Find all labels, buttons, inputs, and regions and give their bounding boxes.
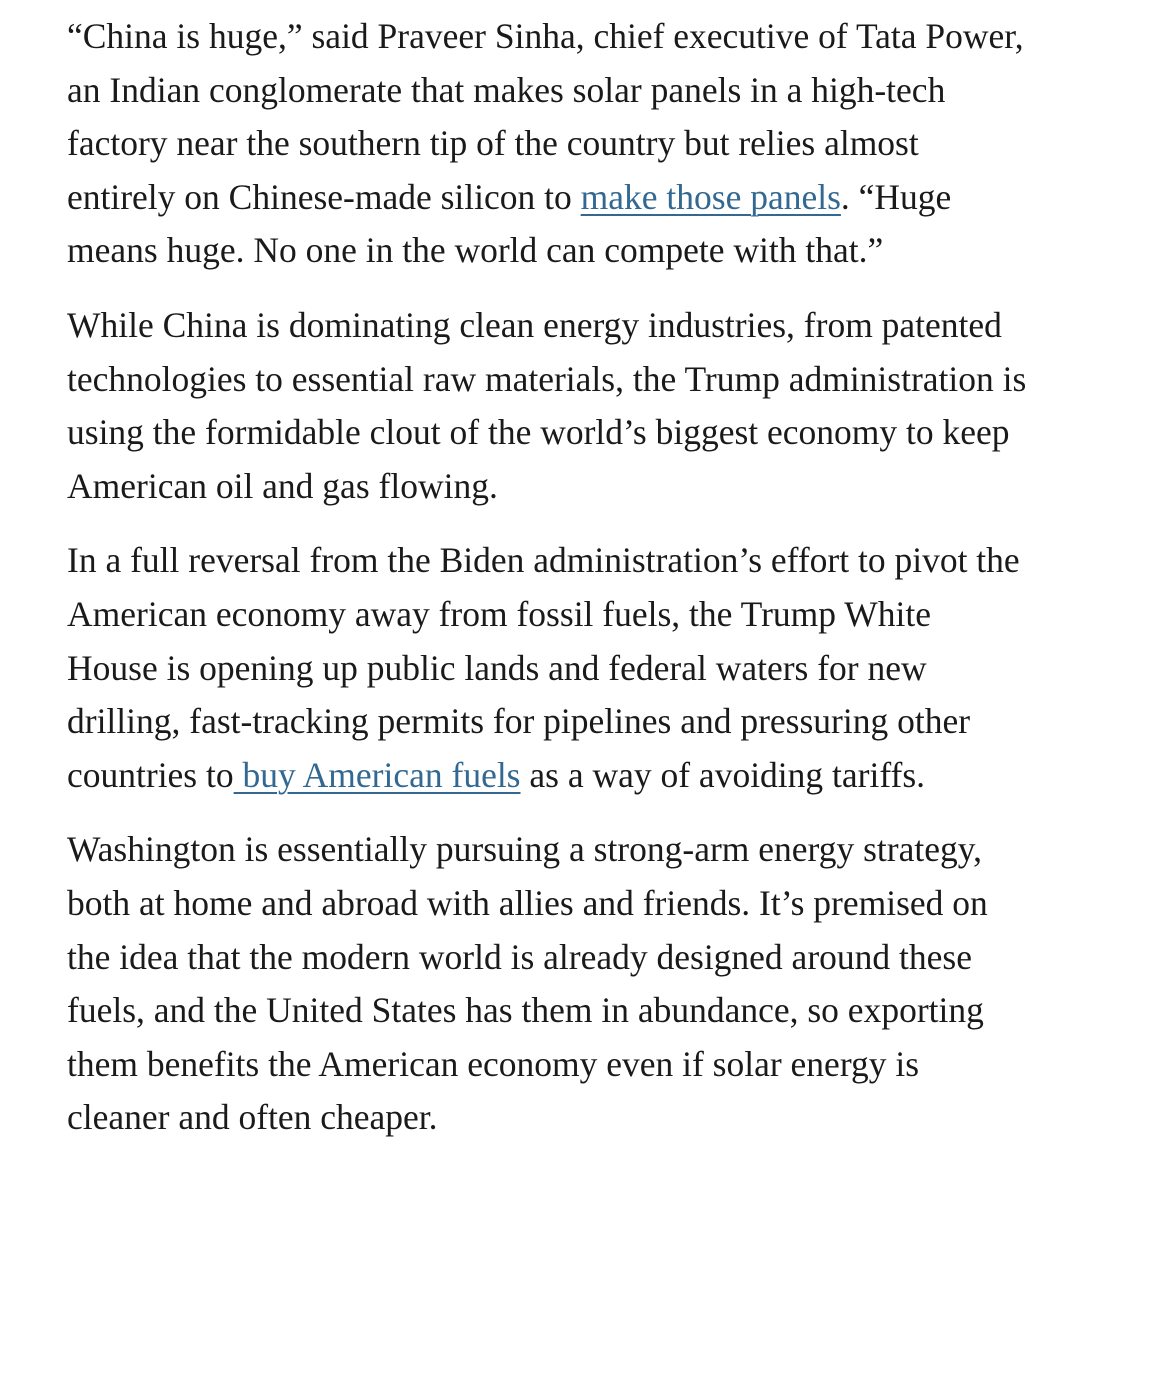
- paragraph-text: Washington is essentially pursuing a strong-arm energy strategy, both at home and abroad with allies and friends. It’s premised on the idea that the modern world is already designed around these fuels, and the United States has them in abundance, so exporting them benefits the American economy even if solar energy is cleaner and often cheaper.: [67, 829, 988, 1138]
- paragraph-full-reversal: [67, 534, 1027, 802]
- paragraph-text: While China is dominating clean energy industries, from patented technologies to essential raw materials, the Trump administration is using the formidable clout of the world’s biggest economy to keep American oil and gas flowing.: [67, 304, 1027, 506]
- paragraph-china-dominating: [67, 299, 1027, 513]
- paragraph-text: “China is huge,” said Praveer Sinha, chief executive of Tata Power, an Indian conglomerate that makes solar panels in a high-tech factory near the southern tip of the country but relies almost entirely on Chinese-made silicon to: [67, 16, 1024, 217]
- make-those-panels-link[interactable]: make those panels: [580, 176, 841, 217]
- article-body: [67, 10, 1027, 1166]
- paragraph-washington-strategy: [67, 823, 1027, 1145]
- paragraph-text: as a way of avoiding tariffs.: [520, 754, 926, 795]
- buy-american-fuels-link[interactable]: buy American fuels: [233, 754, 521, 795]
- paragraph-tata-power-quote: [67, 10, 1027, 278]
- paragraph-text: In a full reversal from the Biden administration’s effort to pivot the American economy away from fossil fuels, the Trump White House is opening up public lands and federal waters for new drilling, fast-tracking permits for pipelines and pressuring other countries to: [67, 540, 1020, 795]
- paragraph-text: . “Huge means huge. No one in the world can compete with that.”: [67, 176, 952, 271]
